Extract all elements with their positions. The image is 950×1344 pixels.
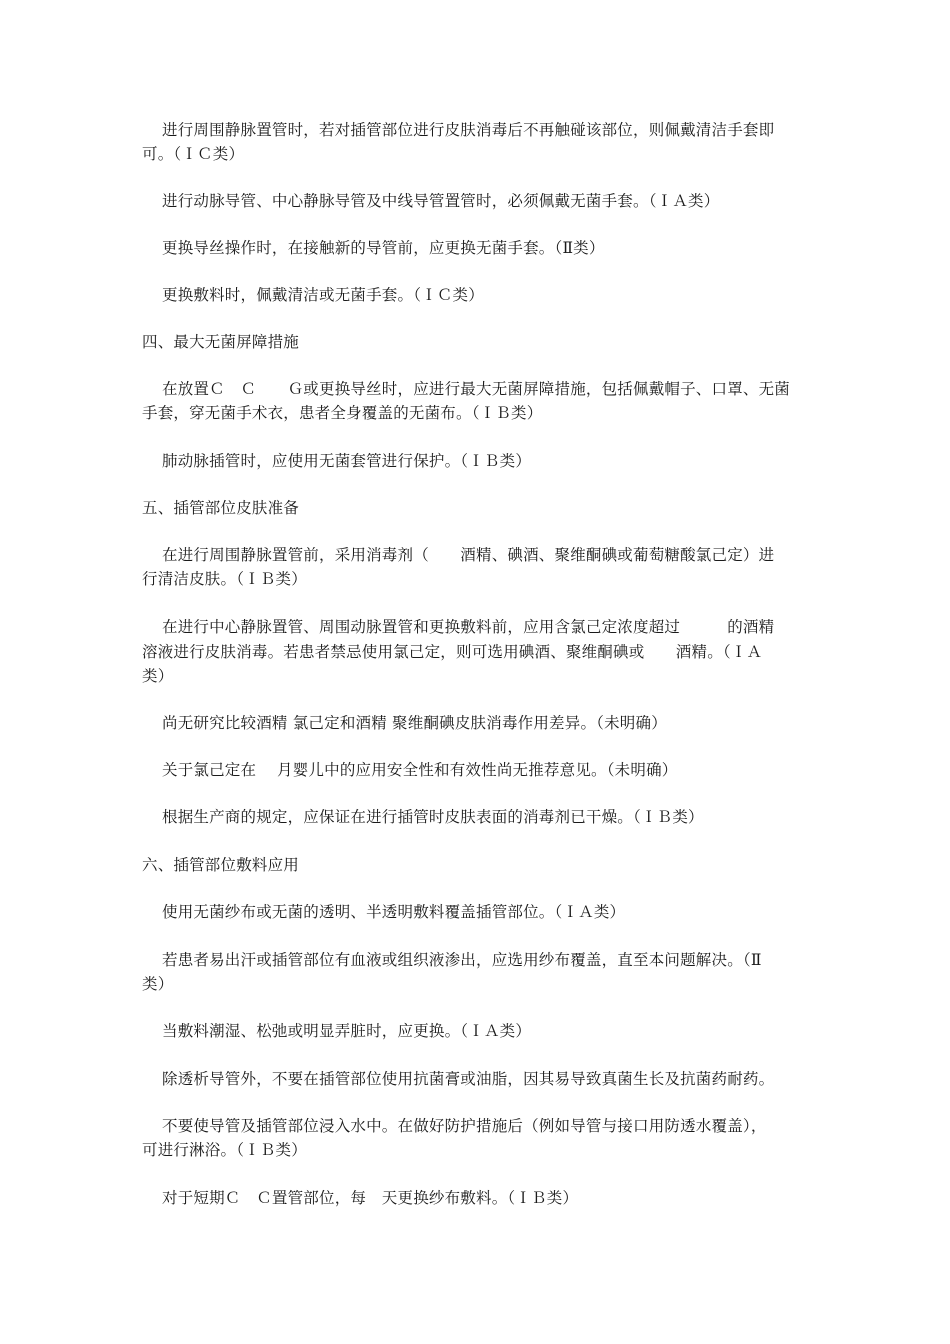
paragraph-line: 类）: [142, 975, 174, 993]
paragraph-line: 根据生产商的规定，应保证在进行插管时皮肤表面的消毒剂已干燥。（ＩＢ类）: [162, 808, 704, 826]
paragraph-line: 更换导丝操作时，在接触新的导管前，应更换无菌手套。（Ⅱ类）: [162, 239, 605, 257]
paragraph-line: 手套，穿无菌手术衣，患者全身覆盖的无菌布。（ＩＢ类）: [142, 404, 543, 422]
paragraph-line: 对于短期Ｃ Ｃ置管部位，每 天更换纱布敷料。（ＩＢ类）: [162, 1189, 579, 1207]
section-heading: 六、插管部位敷料应用: [142, 856, 300, 874]
paragraph-line: 使用无菌纱布或无菌的透明、半透明敷料覆盖插管部位。（ＩＡ类）: [162, 903, 626, 921]
paragraph-line: 行清洁皮肤。（ＩＢ类）: [142, 570, 307, 588]
paragraph-line: 尚无研究比较酒精 氯己定和酒精 聚维酮碘皮肤消毒作用差异。（未明确）: [162, 714, 667, 732]
section-heading: 四、最大无菌屏障措施: [142, 333, 300, 351]
paragraph-line: 进行周围静脉置管时，若对插管部位进行皮肤消毒后不再触碰该部位，则佩戴清洁手套即: [162, 121, 775, 139]
paragraph-line: 更换敷料时，佩戴清洁或无菌手套。（ＩＣ类）: [162, 286, 484, 304]
paragraph-line: 关于氯己定在 月婴儿中的应用安全性和有效性尚无推荐意见。（未明确）: [162, 761, 678, 779]
paragraph-line: 溶液进行皮肤消毒。若患者禁忌使用氯己定，则可选用碘酒、聚维酮碘或 酒精。（ＩＡ: [142, 643, 763, 661]
section-heading: 五、插管部位皮肤准备: [142, 499, 300, 517]
paragraph-line: 除透析导管外，不要在插管部位使用抗菌膏或油脂，因其易导致真菌生长及抗菌药耐药。: [162, 1070, 775, 1088]
paragraph-line: 类）: [142, 667, 174, 685]
paragraph-line: 进行动脉导管、中心静脉导管及中线导管置管时，必须佩戴无菌手套。（ＩＡ类）: [162, 192, 720, 210]
paragraph-line: 可进行淋浴。（ＩＢ类）: [142, 1141, 307, 1159]
paragraph-line: 可。（ＩＣ类）: [142, 145, 245, 163]
paragraph-line: 在进行周围静脉置管前，采用消毒剂（ 酒精、碘酒、聚维酮碘或葡萄糖酸氯己定）进: [162, 546, 775, 564]
paragraph-line: 在放置Ｃ Ｃ Ｇ或更换导丝时，应进行最大无菌屏障措施，包括佩戴帽子、口罩、无菌: [162, 380, 791, 398]
paragraph-line: 肺动脉插管时，应使用无菌套管进行保护。（ＩＢ类）: [162, 452, 532, 470]
paragraph-line: 若患者易出汗或插管部位有血液或组织液渗出，应选用纱布覆盖，直至本问题解决。（Ⅱ: [162, 951, 762, 969]
paragraph-line: 当敷料潮湿、松弛或明显弄脏时，应更换。（ＩＡ类）: [162, 1022, 532, 1040]
paragraph-line: 在进行中心静脉置管、周围动脉置管和更换敷料前，应用含氯己定浓度超过 的酒精: [162, 618, 775, 636]
paragraph-line: 不要使导管及插管部位浸入水中。在做好防护措施后（例如导管与接口用防透水覆盖），: [162, 1117, 767, 1135]
